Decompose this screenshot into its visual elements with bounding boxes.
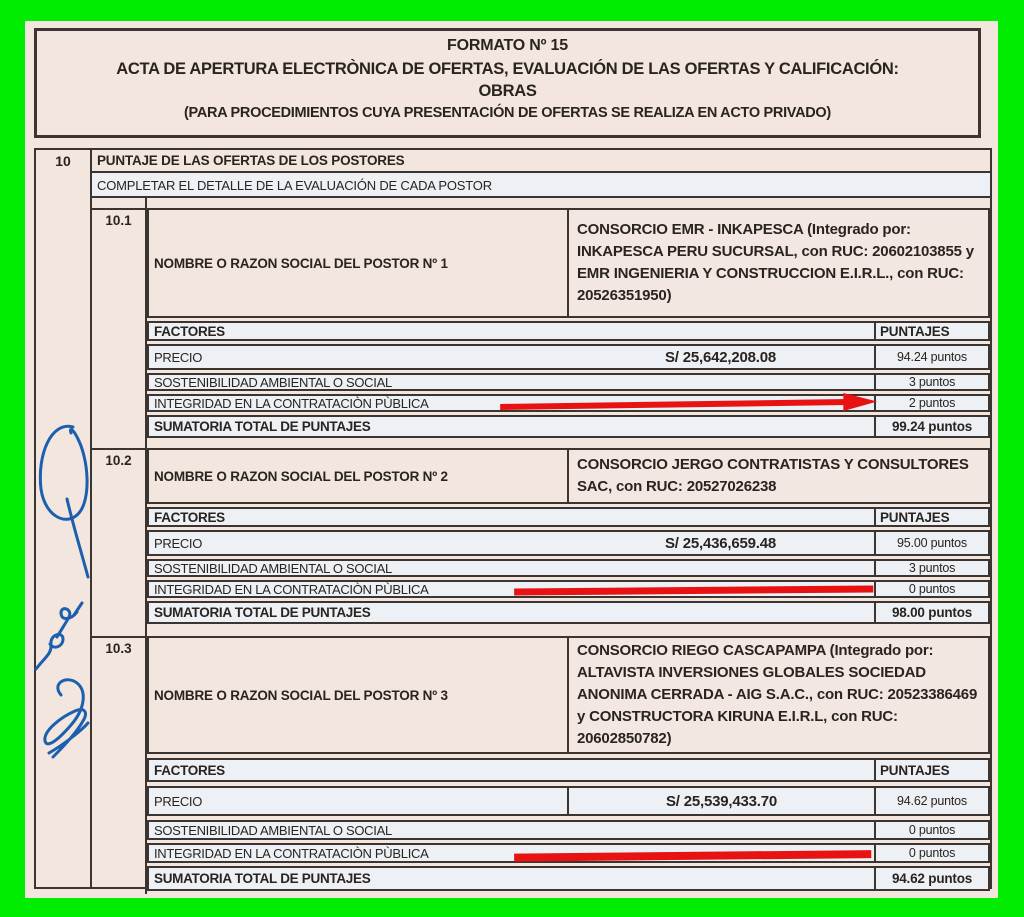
spacer — [92, 624, 990, 636]
form-subtitle: (PARA PROCEDIMIENTOS CUYA PRESENTACIÓN DE OFERTAS SE REALIZA EN ACTO PRIVADO) — [184, 104, 831, 121]
postor-2-total-score: 98.00 puntos — [874, 603, 988, 622]
postor-2-price-score: 95.00 puntos — [874, 532, 988, 554]
price-label: PRECIO — [154, 349, 203, 365]
postor-block-2 — [92, 448, 990, 624]
postor-1-price-row — [147, 344, 990, 370]
postor-1-factors-header — [147, 321, 990, 341]
postor-2-price-row — [147, 530, 990, 556]
postor-3-price-value: S/ 25,539,433.70 — [567, 788, 874, 814]
postor-3-name-row — [147, 636, 990, 754]
postor-2-name-label: NOMBRE O RAZON SOCIAL DEL POSTOR Nº 2 — [149, 450, 567, 502]
integrity-label: INTEGRIDAD EN LA CONTRATACIÒN PÙBLICA — [154, 396, 429, 410]
postor-2-price-value: S/ 25,436,659.48 — [664, 534, 777, 552]
postor-block-3 — [92, 636, 990, 891]
form-header — [34, 28, 981, 138]
postor-3-total-row — [147, 866, 990, 891]
postor-3-factors-header — [147, 758, 990, 782]
form-title — [37, 58, 978, 103]
postor-block-1 — [92, 208, 990, 438]
section-number-cell — [36, 150, 92, 887]
postor-3-integrity-row — [147, 843, 990, 863]
price-label: PRECIO — [154, 793, 203, 809]
factors-header-label: FACTORES — [154, 762, 225, 778]
form-title-line1: ACTA DE APERTURA ELECTRÒNICA DE OFERTAS, EVALUACIÓN DE LAS OFERTAS Y CALIFICACIÓN: — [116, 60, 899, 78]
total-label: SUMATORIA TOTAL DE PUNTAJES — [154, 419, 371, 434]
postor-3-price-row — [147, 786, 990, 816]
postor-1-sustainability-row — [147, 373, 990, 391]
sustainability-label: SOSTENIBILIDAD AMBIENTAL O SOCIAL — [154, 822, 392, 838]
main-table — [34, 148, 992, 889]
section-instruction: COMPLETAR EL DETALLE DE LA EVALUACIÓN DE CADA POSTOR — [92, 173, 990, 198]
postor-1-price-value: S/ 25,642,208.08 — [664, 348, 777, 366]
factors-header-label: FACTORES — [154, 509, 225, 525]
price-label: PRECIO — [154, 535, 203, 551]
postor-3-sustainability-score: 0 puntos — [874, 822, 988, 838]
postor-2-sustainability-score: 3 puntos — [874, 561, 988, 575]
postor-3-sustainability-row — [147, 820, 990, 840]
postor-1-price-score: 94.24 puntos — [874, 346, 988, 368]
scores-header-label: PUNTAJES — [874, 509, 988, 525]
postor-2-total-row — [147, 601, 990, 624]
integrity-label: INTEGRIDAD EN LA CONTRATACIÒN PÙBLICA — [154, 845, 429, 861]
postor-3-name-value: CONSORCIO RIEGO CASCAPAMPA (Integrado por: ALTAVISTA INVERSIONES GLOBALES SOCIEDAD ANONIMA CERRADA - AIG S.A.C., con RUC: 20523386469 y CONSTRUCTORA KIRUNA E.I.R.L, con RUC: 20602850782) — [567, 638, 988, 752]
postor-2-integrity-row — [147, 580, 990, 598]
document-page — [25, 21, 998, 898]
postor-2-integrity-score: 0 puntos — [874, 582, 988, 596]
postor-1-name-row — [147, 208, 990, 318]
postor-2-number: 10.2 — [92, 448, 147, 624]
postor-1-integrity-row — [147, 394, 990, 412]
spacer — [92, 891, 990, 894]
postor-3-price-score: 94.62 puntos — [874, 788, 988, 814]
postor-2-name-row — [147, 448, 990, 504]
form-number: FORMATO Nº 15 — [447, 37, 568, 54]
postor-2-sustainability-row — [147, 559, 990, 577]
section-title: PUNTAJE DE LAS OFERTAS DE LOS POSTORES — [92, 150, 990, 173]
postor-1-number: 10.1 — [92, 208, 147, 438]
sustainability-label: SOSTENIBILIDAD AMBIENTAL O SOCIAL — [154, 561, 392, 575]
spacer — [92, 198, 990, 208]
postor-3-name-label: NOMBRE O RAZON SOCIAL DEL POSTOR Nº 3 — [149, 638, 567, 752]
postor-2-factors-header — [147, 507, 990, 527]
postor-1-name-label: NOMBRE O RAZON SOCIAL DEL POSTOR Nº 1 — [149, 210, 567, 316]
postor-1-integrity-score: 2 puntos — [874, 396, 988, 410]
scores-header-label: PUNTAJES — [874, 323, 988, 339]
postor-3-integrity-score: 0 puntos — [874, 845, 988, 861]
integrity-label: INTEGRIDAD EN LA CONTRATACIÒN PÙBLICA — [154, 582, 429, 596]
scores-header-label: PUNTAJES — [874, 760, 988, 780]
total-label: SUMATORIA TOTAL DE PUNTAJES — [154, 605, 371, 620]
sustainability-label: SOSTENIBILIDAD AMBIENTAL O SOCIAL — [154, 375, 392, 389]
postor-2-name-value: CONSORCIO JERGO CONTRATISTAS Y CONSULTORES SAC, con RUC: 20527026238 — [567, 450, 988, 502]
postor-1-sustainability-score: 3 puntos — [874, 375, 988, 389]
postor-1-name-value: CONSORCIO EMR - INKAPESCA (Integrado por: INKAPESCA PERU SUCURSAL, con RUC: 20602103855 y EMR INGENIERIA Y CONSTRUCCION E.I.R.L., con RUC: 20526351950) — [567, 210, 988, 316]
total-label: SUMATORIA TOTAL DE PUNTAJES — [154, 871, 371, 886]
spacer — [92, 438, 990, 448]
postor-3-total-score: 94.62 puntos — [874, 868, 988, 889]
postor-1-total-row — [147, 415, 990, 438]
postor-1-total-score: 99.24 puntos — [874, 417, 988, 436]
section-number: 10 — [55, 153, 71, 169]
form-title-line2: OBRAS — [478, 82, 537, 101]
factors-header-label: FACTORES — [154, 323, 225, 339]
postor-3-number: 10.3 — [92, 636, 147, 891]
